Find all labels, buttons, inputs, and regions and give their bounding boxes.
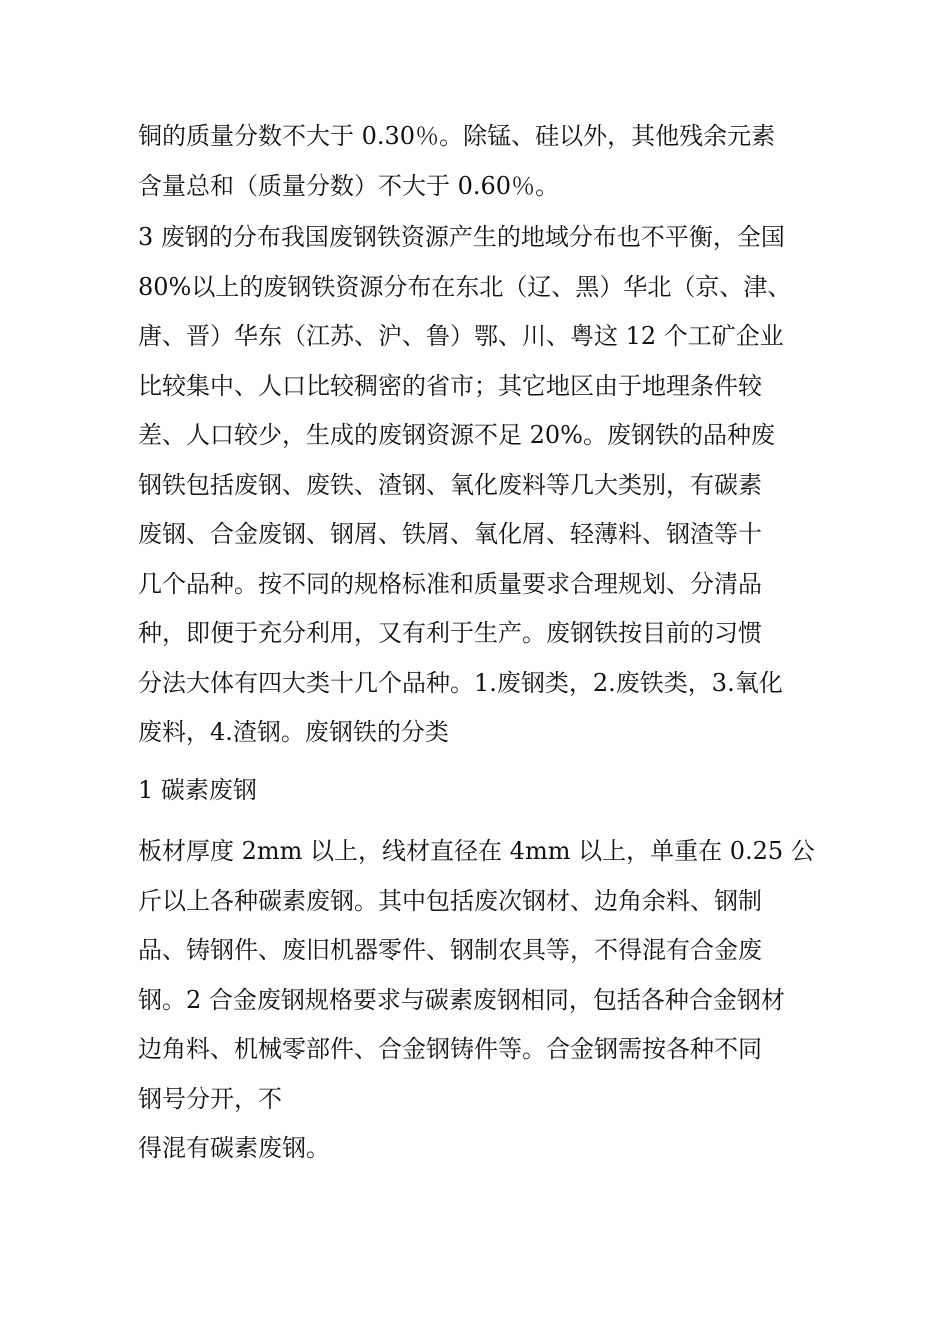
- paragraph-residual-elements: [138, 112, 828, 211]
- text-line: 80%以上的废钢铁资源分布在东北（辽、黑）华北（京、津、: [138, 272, 792, 301]
- text-line: 钢。2 合金废钢规格要求与碳素废钢相同，包括各种合金钢材: [138, 985, 785, 1014]
- text-line: 种，即便于充分利用，又有利于生产。废钢铁按目前的习惯: [138, 619, 762, 647]
- text-line: 得混有碳素废钢。: [138, 1134, 330, 1162]
- text-line: 唐、晋）华东（江苏、沪、鲁）鄂、川、粤这 12 个工矿企业: [138, 322, 784, 350]
- paragraph-carbon-alloy-scrap: [138, 827, 828, 1124]
- text-line: 废钢、合金废钢、钢屑、铁屑、氧化屑、轻薄料、钢渣等十: [138, 520, 762, 548]
- text-line: 1 碳素废钢: [138, 775, 257, 804]
- text-line: 边角料、机械零部件、合金钢铸件等。合金钢需按各种不同: [138, 1035, 762, 1063]
- text-line: 钢号分开，不: [138, 1084, 282, 1113]
- text-line: 差、人口较少，生成的废钢资源不足 20%。废钢铁的品种废: [138, 421, 775, 449]
- text-line: 3 废钢的分布我国废钢铁资源产生的地域分布也不平衡，全国: [138, 223, 785, 251]
- section-heading-carbon-scrap: [138, 766, 828, 816]
- text-line: 铜的质量分数不大于 0.30％。除锰、硅以外，其他残余元素: [138, 122, 776, 150]
- text-line: 品、铸钢件、废旧机器零件、钢制农具等，不得混有合金废: [138, 936, 762, 964]
- text-line: 几个品种。按不同的规格标准和质量要求合理规划、分清品: [138, 569, 762, 598]
- text-line: 含量总和（质量分数）不大于 0.60％。: [138, 171, 560, 200]
- document-body: [138, 112, 828, 1174]
- text-line: 斤以上各种碳素废钢。其中包括废次钢材、边角余料、钢制: [138, 886, 762, 915]
- text-line: 比较集中、人口比较稠密的省市；其它地区由于地理条件较: [138, 371, 762, 400]
- paragraph-continuation: [138, 1124, 828, 1174]
- text-line: 废料，4.渣钢。废钢铁的分类: [138, 718, 449, 746]
- text-line: 分法大体有四大类十几个品种。1.废钢类，2.废铁类，3.氧化: [138, 668, 783, 697]
- paragraph-scrap-distribution: [138, 213, 828, 758]
- text-line: 钢铁包括废钢、废铁、渣钢、氧化废料等几大类别，有碳素: [138, 470, 762, 499]
- text-line: 板材厚度 2mm 以上，线材直径在 4mm 以上，单重在 0.25 公: [138, 837, 815, 865]
